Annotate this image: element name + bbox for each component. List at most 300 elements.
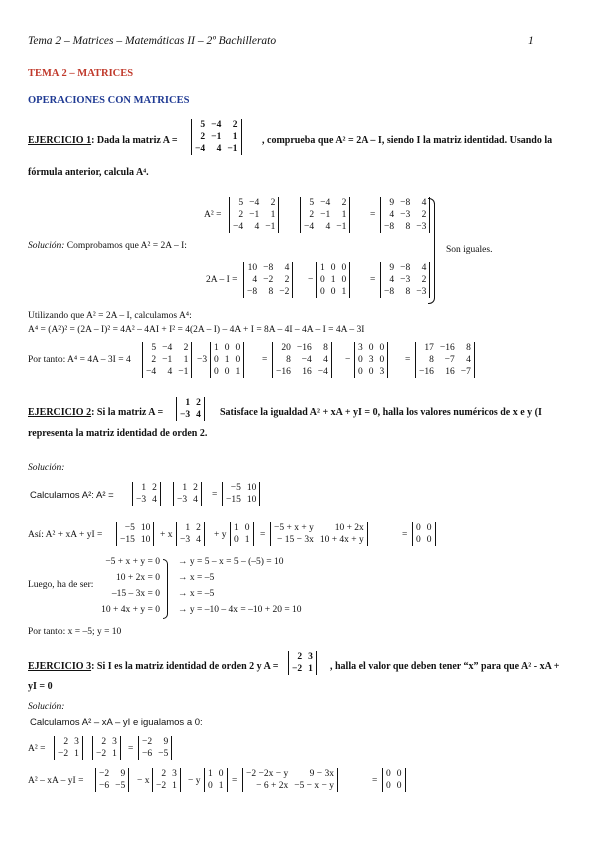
ej2-sys-res-2: → x = –5: [178, 589, 215, 599]
matrix-cell: 0: [341, 275, 347, 285]
matrix-row: [192, 131, 242, 143]
matrix-cell: −6: [99, 781, 110, 791]
matrix-cell: −2: [99, 769, 110, 779]
matrix-cell: −16: [439, 343, 455, 353]
ej3-eq-A2: [95, 768, 129, 792]
operaciones-heading: OPERACIONES CON MATRICES: [28, 95, 190, 106]
equals-sign: =: [232, 776, 238, 786]
matrix-row: [139, 748, 172, 760]
matrix-row: [55, 736, 83, 748]
matrix-cell: 0: [416, 523, 421, 533]
matrix-row: [230, 221, 279, 233]
matrix-row: [177, 397, 205, 409]
ej1-statement-a: , comprueba que A² = 2A – I, siendo I la matriz identidad. Usando la: [262, 135, 553, 146]
matrix-cell: 1: [183, 355, 189, 365]
ej2-statement-a: Satisface la igualdad A² + xA + yI = 0, halla los valores numéricos de x e y (I: [220, 407, 542, 418]
matrix-cell: 0: [244, 523, 250, 533]
matrix-cell: −1: [227, 144, 238, 154]
ej1-eq1-m2: [300, 197, 350, 233]
matrix-cell: − 6 + 2x: [256, 781, 289, 791]
matrix-cell: 2: [101, 737, 107, 747]
matrix-cell: −4: [320, 198, 331, 208]
ej2-calc: Calculamos A²: A² =: [30, 490, 114, 501]
matrix-cell: 3: [172, 769, 177, 779]
matrix-cell: 2: [196, 523, 201, 533]
matrix-cell: 3: [74, 737, 79, 747]
matrix-cell: 0: [379, 343, 385, 353]
ej1-label: EJERCICIO 1: [28, 135, 92, 146]
ej1-same: Son iguales.: [446, 245, 493, 255]
matrix-cell: 4: [323, 355, 328, 365]
matrix-cell: 1: [224, 355, 230, 365]
matrix-row: [230, 197, 279, 209]
matrix-cell: 0: [358, 367, 363, 377]
matrix-cell: 10: [140, 523, 151, 533]
ej3-eq-zero: [382, 768, 406, 792]
equals-sign: =: [128, 744, 134, 754]
matrix-cell: 9: [389, 198, 395, 208]
matrix-cell: 8: [268, 287, 274, 297]
tema-heading: TEMA 2 – MATRICES: [28, 68, 134, 79]
matrix-cell: 9: [389, 263, 395, 273]
ej1-eq2-m1: [243, 262, 293, 298]
matrix-cell: 0: [426, 523, 432, 533]
matrix-row: [211, 342, 244, 354]
matrix-cell: 0: [234, 535, 239, 545]
ej3-eq-A: [152, 768, 181, 792]
matrix-cell: 8: [466, 343, 471, 353]
matrix-row: [139, 736, 172, 748]
matrix-cell: −4: [211, 120, 222, 130]
matrix-cell: 0: [218, 769, 224, 779]
matrix-cell: 4: [193, 495, 198, 505]
matrix-cell: 2: [341, 198, 347, 208]
matrix-cell: −4: [301, 355, 312, 365]
matrix-row: [192, 119, 242, 131]
matrix-cell: −3: [400, 210, 411, 220]
matrix-row: [416, 354, 475, 366]
matrix-row: [96, 768, 129, 780]
matrix-cell: 1: [218, 781, 224, 791]
matrix-row: [174, 494, 202, 506]
ej1-eq1-m1: [229, 197, 279, 233]
matrix-row: [301, 221, 350, 233]
matrix-cell: 8: [323, 343, 328, 353]
matrix-cell: 0: [426, 535, 432, 545]
matrix-cell: 5: [200, 120, 206, 130]
matrix-row: [289, 663, 317, 675]
minus-sign: −: [345, 355, 351, 365]
matrix-cell: 1: [208, 769, 213, 779]
matrix-cell: −7: [460, 367, 471, 377]
minus-y-sign: − y: [188, 776, 201, 786]
matrix-cell: 1: [308, 664, 313, 674]
matrix-cell: −4: [162, 343, 173, 353]
matrix-row: [273, 366, 332, 378]
matrix-cell: 9 − 3x: [309, 769, 335, 779]
matrix-row: [93, 748, 121, 760]
matrix-cell: 17: [424, 343, 434, 353]
matrix-cell: 2: [238, 210, 244, 220]
matrix-cell: 2: [297, 652, 303, 662]
ej1-solution-line: [28, 241, 187, 251]
matrix-row: [416, 366, 475, 378]
matrix-cell: 1: [341, 210, 347, 220]
matrix-cell: −8: [384, 222, 395, 232]
matrix-row: [381, 262, 430, 274]
matrix-cell: 1: [172, 781, 177, 791]
matrix-row: [205, 780, 228, 792]
matrix-cell: −3: [400, 275, 411, 285]
matrix-row: [211, 354, 244, 366]
ej2-sys-res-0: → y = 5 – x = 5 – (–5) = 10: [178, 557, 284, 567]
equals-sign: =: [405, 355, 411, 365]
page-header-title: Tema 2 – Matrices – Matemáticas II – 2º Bachillerato: [28, 35, 277, 47]
matrix-cell: 9: [120, 769, 126, 779]
matrix-row: [55, 748, 83, 760]
matrix-row: [317, 286, 350, 298]
ej1-por-tanto: Por tanto: A⁴ = 4A – 3I = 4: [28, 355, 131, 365]
matrix-cell: 1: [235, 367, 241, 377]
ej2-asi-I: [230, 522, 254, 546]
ej1-eq1-result: [380, 197, 430, 233]
ej2-sys-eq-0: −5 + x + y = 0: [105, 557, 160, 567]
matrix-row: [223, 482, 260, 494]
matrix-cell: −2: [58, 749, 69, 759]
matrix-cell: 0: [330, 287, 336, 297]
matrix-cell: 3: [379, 367, 385, 377]
matrix-cell: −3: [416, 287, 427, 297]
matrix-row: [192, 143, 242, 155]
matrix-row: [381, 209, 430, 221]
ej3-statement-line1: [28, 661, 278, 672]
matrix-cell: 4: [325, 222, 331, 232]
matrix-cell: 0: [330, 263, 336, 273]
matrix-cell: 8: [405, 287, 411, 297]
matrix-cell: 0: [214, 367, 219, 377]
matrix-row: [301, 197, 350, 209]
matrix-cell: 10 + 4x + y: [319, 535, 364, 545]
matrix-cell: 0: [396, 781, 402, 791]
matrix-cell: 2: [421, 210, 427, 220]
matrix-cell: −2: [292, 664, 303, 674]
ej1-matrix-A: [191, 119, 242, 155]
ej3-a2-result: [138, 736, 172, 760]
matrix-cell: −8: [384, 287, 395, 297]
matrix-row: [383, 768, 406, 780]
matrix-cell: −5: [230, 483, 241, 493]
matrix-cell: 10: [246, 483, 257, 493]
matrix-cell: 5: [309, 198, 315, 208]
matrix-cell: 0: [320, 287, 325, 297]
matrix-cell: 1: [270, 210, 276, 220]
matrix-cell: −8: [400, 263, 411, 273]
matrix-cell: 0: [235, 355, 241, 365]
matrix-cell: −4: [304, 222, 315, 232]
matrix-cell: −3: [180, 410, 191, 420]
matrix-cell: −1: [320, 210, 331, 220]
matrix-row: [317, 274, 350, 286]
ej3-eq-sum: [242, 768, 338, 792]
matrix-cell: 5: [238, 198, 244, 208]
matrix-cell: 4: [167, 367, 173, 377]
matrix-cell: 4: [252, 275, 258, 285]
matrix-cell: 10: [247, 263, 258, 273]
ej3-statement-a: , halla el valor que deben tener “x” para que A² - xA +: [330, 661, 560, 672]
matrix-cell: 2: [196, 398, 201, 408]
matrix-row: [244, 286, 293, 298]
matrix-cell: 0: [368, 367, 374, 377]
matrix-cell: −16: [276, 367, 291, 377]
minus-x-sign: − x: [137, 776, 150, 786]
ej2-asi-A: [176, 522, 205, 546]
ej1-final-3I: [354, 342, 388, 378]
matrix-row: [355, 342, 388, 354]
matrix-cell: 0: [320, 275, 325, 285]
matrix-cell: 4: [254, 222, 260, 232]
matrix-row: [205, 768, 228, 780]
ej3-label: EJERCICIO 3: [28, 661, 92, 672]
matrix-cell: 1: [341, 287, 347, 297]
matrix-cell: 4: [216, 144, 222, 154]
matrix-cell: 2: [63, 737, 69, 747]
matrix-cell: 2: [183, 343, 189, 353]
matrix-cell: 0: [416, 535, 421, 545]
matrix-cell: −3: [177, 495, 188, 505]
matrix-cell: −4: [317, 367, 328, 377]
matrix-cell: −15: [226, 495, 241, 505]
matrix-cell: 0: [235, 343, 241, 353]
matrix-row: [244, 274, 293, 286]
ej2-statement-b: representa la matriz identidad de orden 2.: [28, 428, 208, 439]
matrix-cell: 2: [152, 483, 157, 493]
matrix-cell: −1: [249, 210, 260, 220]
ej3-eq-I: [204, 768, 228, 792]
ej3-solution-label: Solución:: [28, 702, 65, 712]
ej1-intro: : Dada la matriz A =: [91, 135, 178, 146]
matrix-cell: 2: [270, 198, 276, 208]
matrix-row: [416, 342, 475, 354]
matrix-row: [273, 354, 332, 366]
matrix-cell: 20: [281, 343, 291, 353]
plus-x-sign: + x: [160, 530, 173, 540]
matrix-cell: 16: [445, 367, 455, 377]
matrix-cell: 3: [368, 355, 374, 365]
matrix-row: [177, 409, 205, 421]
matrix-row: [177, 522, 205, 534]
ej2-asi-zero: [412, 522, 436, 546]
matrix-row: [231, 522, 254, 534]
minus-3-sign: −3: [197, 355, 208, 365]
ej2-calc-m1: [132, 482, 161, 506]
matrix-cell: −2: [142, 737, 153, 747]
ej3-matrix-A: [288, 651, 317, 675]
matrix-cell: 2: [200, 132, 206, 142]
matrix-cell: −3: [416, 222, 427, 232]
matrix-row: [133, 494, 161, 506]
ej1-brace: [428, 198, 435, 304]
matrix-row: [143, 366, 192, 378]
matrix-cell: −15: [120, 535, 135, 545]
matrix-cell: 4: [284, 263, 290, 273]
matrix-row: [93, 736, 121, 748]
matrix-cell: −4: [195, 144, 206, 154]
matrix-cell: 4: [389, 275, 395, 285]
matrix-cell: 4: [421, 198, 427, 208]
equals-sign: =: [262, 355, 268, 365]
ej1-solution-text: Comprobamos que A² = 2A – I:: [64, 241, 187, 251]
matrix-cell: 0: [341, 263, 347, 273]
matrix-cell: −7: [444, 355, 455, 365]
matrix-row: [301, 209, 350, 221]
matrix-cell: −5: [158, 749, 169, 759]
ej3-statement-b: yI = 0: [28, 681, 53, 692]
matrix-cell: 0: [386, 769, 391, 779]
matrix-cell: −1: [211, 132, 222, 142]
matrix-cell: 4: [196, 535, 201, 545]
matrix-cell: − 15 − 3x: [276, 535, 314, 545]
matrix-cell: −4: [146, 367, 157, 377]
matrix-cell: 8: [429, 355, 434, 365]
ej3-calc: Calculamos A² – xA – yI e igualamos a 0:: [30, 717, 203, 728]
ej2-statement-line1: [28, 407, 163, 418]
matrix-row: [143, 342, 192, 354]
matrix-cell: 0: [208, 781, 213, 791]
matrix-row: [153, 780, 181, 792]
matrix-cell: 1: [182, 483, 188, 493]
ej2-intro: : Si la matriz A =: [91, 407, 164, 418]
ej2-asi-sum: [270, 522, 368, 546]
matrix-cell: 0: [214, 355, 219, 365]
matrix-row: [289, 651, 317, 663]
minus-sign: −: [308, 275, 314, 285]
matrix-cell: 8: [286, 355, 291, 365]
equals-sign: =: [212, 490, 218, 500]
matrix-cell: −1: [265, 222, 276, 232]
matrix-cell: 1: [185, 523, 191, 533]
matrix-cell: 3: [308, 652, 313, 662]
matrix-row: [231, 534, 254, 546]
matrix-cell: −16: [296, 343, 312, 353]
ej1-final-4A: [272, 342, 332, 378]
ej1-eq2-lhs: 2A – I =: [206, 275, 238, 285]
matrix-cell: 1: [320, 263, 325, 273]
ej2-calc-m2: [173, 482, 202, 506]
ej1-solution-label: Solución:: [28, 241, 65, 251]
matrix-cell: 10: [140, 535, 151, 545]
matrix-cell: 2: [421, 275, 427, 285]
matrix-cell: 2: [161, 769, 167, 779]
equals-sign: =: [402, 530, 408, 540]
matrix-cell: −5: [124, 523, 135, 533]
ej2-sys-eq-3: 10 + 4x + y = 0: [101, 605, 160, 615]
matrix-row: [153, 768, 181, 780]
matrix-cell: 0: [396, 769, 402, 779]
ej3-a2-lhs: A² =: [28, 744, 46, 754]
matrix-cell: 2: [232, 120, 238, 130]
matrix-cell: −6: [142, 749, 153, 759]
ej3-intro: : Si I es la matriz identidad de orden 2 y A =: [91, 661, 279, 672]
matrix-cell: −8: [247, 287, 258, 297]
matrix-cell: 5: [151, 343, 157, 353]
matrix-row: [117, 534, 154, 546]
matrix-cell: 0: [224, 343, 230, 353]
matrix-cell: 3: [112, 737, 117, 747]
matrix-cell: 1: [244, 535, 250, 545]
matrix-cell: −2 −2x − y: [246, 769, 289, 779]
matrix-cell: −4: [233, 222, 244, 232]
ej2-sys-res-1: → x = –5: [178, 573, 215, 583]
matrix-cell: 2: [151, 355, 157, 365]
matrix-cell: −2: [156, 781, 167, 791]
matrix-cell: 1: [330, 275, 336, 285]
matrix-cell: −3: [180, 535, 191, 545]
ej1-final-A: [142, 342, 192, 378]
matrix-row: [243, 768, 338, 780]
matrix-cell: −1: [178, 367, 189, 377]
equals-sign: =: [260, 530, 266, 540]
matrix-cell: −3: [136, 495, 147, 505]
matrix-row: [244, 262, 293, 274]
ej3-a2-m2: [92, 736, 121, 760]
ej2-matrix-A: [176, 397, 205, 421]
matrix-cell: −2: [263, 275, 274, 285]
matrix-cell: 0: [358, 355, 363, 365]
ej2-label: EJERCICIO 2: [28, 407, 92, 418]
plus-y-sign: + y: [214, 530, 227, 540]
matrix-row: [271, 522, 368, 534]
matrix-cell: −5 + x + y: [274, 523, 314, 533]
ej2-solution-label: Solución:: [28, 463, 65, 473]
matrix-cell: 9: [163, 737, 169, 747]
ej2-brace: [163, 559, 168, 619]
ej1-util-line: Utilizando que A² = 2A – I, calculamos A⁴:: [28, 311, 192, 321]
matrix-cell: 1: [141, 483, 147, 493]
matrix-cell: 0: [386, 781, 391, 791]
matrix-row: [271, 534, 368, 546]
matrix-cell: 1: [232, 132, 238, 142]
ej3-eq-lhs: A² – xA – yI =: [28, 776, 84, 786]
matrix-row: [381, 274, 430, 286]
matrix-row: [243, 780, 338, 792]
ej2-sys-eq-2: –15 – 3x = 0: [111, 589, 160, 599]
ej1-eq2-m2: [316, 262, 350, 298]
matrix-cell: 4: [466, 355, 471, 365]
ej2-calc-result: [222, 482, 260, 506]
ej2-sys-eq-1: 10 + 2x = 0: [116, 573, 160, 583]
matrix-row: [413, 534, 436, 546]
matrix-cell: 4: [421, 263, 427, 273]
matrix-row: [96, 780, 129, 792]
equals-sign: =: [372, 776, 378, 786]
matrix-row: [211, 366, 244, 378]
matrix-cell: −8: [400, 198, 411, 208]
matrix-cell: −1: [336, 222, 347, 232]
matrix-row: [317, 262, 350, 274]
matrix-cell: −5: [115, 781, 126, 791]
matrix-cell: −5 − x − y: [294, 781, 335, 791]
matrix-cell: 10 + 2x: [334, 523, 364, 533]
matrix-cell: 1: [74, 749, 79, 759]
matrix-row: [381, 197, 430, 209]
ej1-eq2-result: [380, 262, 430, 298]
ej2-sys-res-3: → y = –10 – 4x = –10 + 20 = 10: [178, 605, 302, 615]
matrix-cell: 1: [185, 398, 191, 408]
ej2-asi: Así: A² + xA + yI =: [28, 530, 103, 540]
ej2-asi-A2: [116, 522, 154, 546]
matrix-row: [143, 354, 192, 366]
ej1-statement-line1: [28, 135, 178, 146]
